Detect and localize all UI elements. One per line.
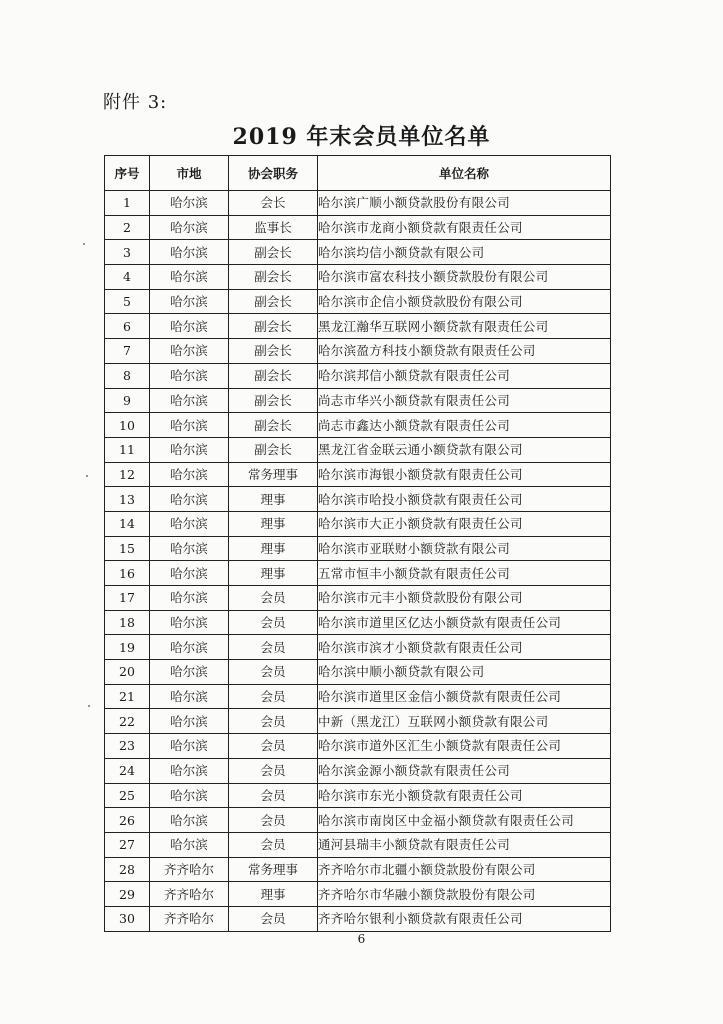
table-row (105, 363, 611, 388)
cell-role: 副会长 (229, 437, 318, 462)
table-row (105, 413, 611, 438)
table-row (105, 832, 611, 857)
cell-city: 哈尔滨 (150, 709, 229, 734)
table-row (105, 191, 611, 216)
cell-role: 会员 (229, 684, 318, 709)
cell-city: 哈尔滨 (150, 586, 229, 611)
attachment-label: 附件 3: (103, 92, 168, 113)
cell-unit-name: 哈尔滨市滨才小额贷款有限责任公司 (318, 635, 611, 660)
cell-index: 6 (105, 314, 150, 339)
cell-unit-name: 哈尔滨市大正小额贷款有限责任公司 (318, 511, 611, 536)
cell-index: 7 (105, 339, 150, 364)
cell-unit-name: 哈尔滨市元丰小额贷款股份有限公司 (318, 586, 611, 611)
cell-role: 理事 (229, 536, 318, 561)
cell-city: 齐齐哈尔 (150, 882, 229, 907)
cell-unit-name: 哈尔滨市道里区金信小额贷款有限责任公司 (318, 684, 611, 709)
cell-unit-name: 哈尔滨市道里区亿达小额贷款有限责任公司 (318, 610, 611, 635)
header-role: 协会职务 (229, 156, 318, 191)
cell-city: 哈尔滨 (150, 660, 229, 685)
cell-role: 会长 (229, 191, 318, 216)
cell-role: 会员 (229, 758, 318, 783)
cell-city: 齐齐哈尔 (150, 857, 229, 882)
cell-index: 11 (105, 437, 150, 462)
document-title: 2019 年末会员单位名单 (232, 124, 491, 150)
cell-index: 16 (105, 561, 150, 586)
cell-role: 监事长 (229, 215, 318, 240)
cell-index: 15 (105, 536, 150, 561)
cell-city: 哈尔滨 (150, 758, 229, 783)
header-unit-name: 单位名称 (318, 156, 611, 191)
scan-speck (86, 475, 88, 477)
table-row (105, 882, 611, 907)
cell-unit-name: 哈尔滨邦信小额贷款有限责任公司 (318, 363, 611, 388)
cell-unit-name: 哈尔滨市南岗区中金福小额贷款有限责任公司 (318, 808, 611, 833)
cell-city: 哈尔滨 (150, 832, 229, 857)
cell-role: 理事 (229, 487, 318, 512)
cell-index: 17 (105, 586, 150, 611)
cell-unit-name: 哈尔滨市亚联财小额贷款有限公司 (318, 536, 611, 561)
cell-index: 27 (105, 832, 150, 857)
cell-unit-name: 尚志市鑫达小额贷款有限责任公司 (318, 413, 611, 438)
cell-city: 哈尔滨 (150, 734, 229, 759)
table-row (105, 487, 611, 512)
cell-city: 哈尔滨 (150, 462, 229, 487)
table-row (105, 734, 611, 759)
cell-role: 会员 (229, 660, 318, 685)
cell-index: 29 (105, 882, 150, 907)
cell-city: 哈尔滨 (150, 610, 229, 635)
cell-role: 副会长 (229, 265, 318, 290)
cell-index: 14 (105, 511, 150, 536)
table-row (105, 536, 611, 561)
page-number: 6 (357, 932, 366, 946)
cell-index: 10 (105, 413, 150, 438)
cell-index: 13 (105, 487, 150, 512)
cell-role: 常务理事 (229, 462, 318, 487)
cell-index: 5 (105, 289, 150, 314)
cell-unit-name: 齐齐哈尔银利小额贷款有限责任公司 (318, 906, 611, 931)
cell-index: 9 (105, 388, 150, 413)
table-row (105, 709, 611, 734)
cell-unit-name: 哈尔滨均信小额贷款有限公司 (318, 240, 611, 265)
cell-city: 哈尔滨 (150, 487, 229, 512)
table-header-row (105, 156, 611, 191)
cell-city: 哈尔滨 (150, 684, 229, 709)
table-row (105, 561, 611, 586)
cell-unit-name: 尚志市华兴小额贷款有限责任公司 (318, 388, 611, 413)
scan-speck (88, 705, 90, 707)
cell-role: 理事 (229, 511, 318, 536)
cell-city: 哈尔滨 (150, 511, 229, 536)
cell-city: 哈尔滨 (150, 314, 229, 339)
cell-index: 23 (105, 734, 150, 759)
table-row (105, 808, 611, 833)
scan-speck (83, 243, 85, 245)
cell-role: 副会长 (229, 388, 318, 413)
cell-role: 会员 (229, 586, 318, 611)
cell-unit-name: 哈尔滨金源小额贷款有限责任公司 (318, 758, 611, 783)
cell-index: 28 (105, 857, 150, 882)
table-row (105, 339, 611, 364)
cell-index: 25 (105, 783, 150, 808)
cell-city: 哈尔滨 (150, 413, 229, 438)
cell-role: 会员 (229, 610, 318, 635)
cell-city: 哈尔滨 (150, 783, 229, 808)
header-index: 序号 (105, 156, 150, 191)
cell-index: 12 (105, 462, 150, 487)
table-row (105, 635, 611, 660)
cell-index: 1 (105, 191, 150, 216)
cell-city: 哈尔滨 (150, 265, 229, 290)
table-row (105, 215, 611, 240)
cell-unit-name: 哈尔滨市龙商小额贷款有限责任公司 (318, 215, 611, 240)
member-table (104, 155, 611, 932)
cell-unit-name: 哈尔滨广顺小额贷款股份有限公司 (318, 191, 611, 216)
cell-role: 会员 (229, 709, 318, 734)
cell-unit-name: 哈尔滨市道外区汇生小额贷款有限责任公司 (318, 734, 611, 759)
cell-role: 常务理事 (229, 857, 318, 882)
cell-city: 哈尔滨 (150, 808, 229, 833)
table-row (105, 758, 611, 783)
cell-city: 哈尔滨 (150, 215, 229, 240)
table-row (105, 684, 611, 709)
cell-role: 副会长 (229, 240, 318, 265)
cell-unit-name: 哈尔滨盈方科技小额贷款有限责任公司 (318, 339, 611, 364)
cell-city: 哈尔滨 (150, 561, 229, 586)
cell-role: 副会长 (229, 363, 318, 388)
table-row (105, 240, 611, 265)
table-row (105, 906, 611, 931)
cell-index: 19 (105, 635, 150, 660)
cell-index: 22 (105, 709, 150, 734)
cell-unit-name: 黑龙江瀚华互联网小额贷款有限责任公司 (318, 314, 611, 339)
cell-index: 21 (105, 684, 150, 709)
table-row (105, 314, 611, 339)
cell-index: 2 (105, 215, 150, 240)
cell-index: 3 (105, 240, 150, 265)
cell-role: 会员 (229, 783, 318, 808)
cell-unit-name: 哈尔滨市海银小额贷款有限责任公司 (318, 462, 611, 487)
cell-unit-name: 通河县瑞丰小额贷款有限责任公司 (318, 832, 611, 857)
cell-role: 会员 (229, 635, 318, 660)
cell-index: 24 (105, 758, 150, 783)
cell-index: 8 (105, 363, 150, 388)
cell-city: 哈尔滨 (150, 339, 229, 364)
cell-role: 副会长 (229, 339, 318, 364)
cell-index: 18 (105, 610, 150, 635)
cell-role: 会员 (229, 906, 318, 931)
cell-unit-name: 五常市恒丰小额贷款有限责任公司 (318, 561, 611, 586)
table-body (105, 191, 611, 932)
table-row (105, 437, 611, 462)
cell-role: 会员 (229, 808, 318, 833)
table-row (105, 511, 611, 536)
cell-city: 哈尔滨 (150, 289, 229, 314)
header-city: 市地 (150, 156, 229, 191)
cell-role: 副会长 (229, 314, 318, 339)
cell-city: 齐齐哈尔 (150, 906, 229, 931)
cell-city: 哈尔滨 (150, 536, 229, 561)
table-row (105, 783, 611, 808)
cell-unit-name: 中新（黑龙江）互联网小额贷款有限公司 (318, 709, 611, 734)
cell-unit-name: 哈尔滨市富农科技小额贷款股份有限公司 (318, 265, 611, 290)
cell-unit-name: 哈尔滨中顺小额贷款有限公司 (318, 660, 611, 685)
table-row (105, 857, 611, 882)
table-row (105, 586, 611, 611)
table-row (105, 265, 611, 290)
cell-city: 哈尔滨 (150, 363, 229, 388)
table-row (105, 289, 611, 314)
table-row (105, 610, 611, 635)
table-row (105, 660, 611, 685)
cell-unit-name: 齐齐哈尔市北疆小额贷款股份有限公司 (318, 857, 611, 882)
cell-role: 副会长 (229, 413, 318, 438)
cell-role: 副会长 (229, 289, 318, 314)
table-row (105, 462, 611, 487)
cell-city: 哈尔滨 (150, 240, 229, 265)
cell-unit-name: 哈尔滨市东光小额贷款有限责任公司 (318, 783, 611, 808)
cell-index: 26 (105, 808, 150, 833)
cell-city: 哈尔滨 (150, 191, 229, 216)
cell-index: 20 (105, 660, 150, 685)
cell-unit-name: 齐齐哈尔市华融小额贷款股份有限公司 (318, 882, 611, 907)
table-row (105, 388, 611, 413)
cell-role: 会员 (229, 734, 318, 759)
cell-unit-name: 黑龙江省金联云通小额贷款有限公司 (318, 437, 611, 462)
cell-city: 哈尔滨 (150, 437, 229, 462)
cell-role: 理事 (229, 561, 318, 586)
cell-index: 30 (105, 906, 150, 931)
cell-city: 哈尔滨 (150, 388, 229, 413)
cell-role: 会员 (229, 832, 318, 857)
cell-role: 理事 (229, 882, 318, 907)
cell-unit-name: 哈尔滨市企信小额贷款股份有限公司 (318, 289, 611, 314)
cell-unit-name: 哈尔滨市哈投小额贷款有限责任公司 (318, 487, 611, 512)
cell-index: 4 (105, 265, 150, 290)
cell-city: 哈尔滨 (150, 635, 229, 660)
